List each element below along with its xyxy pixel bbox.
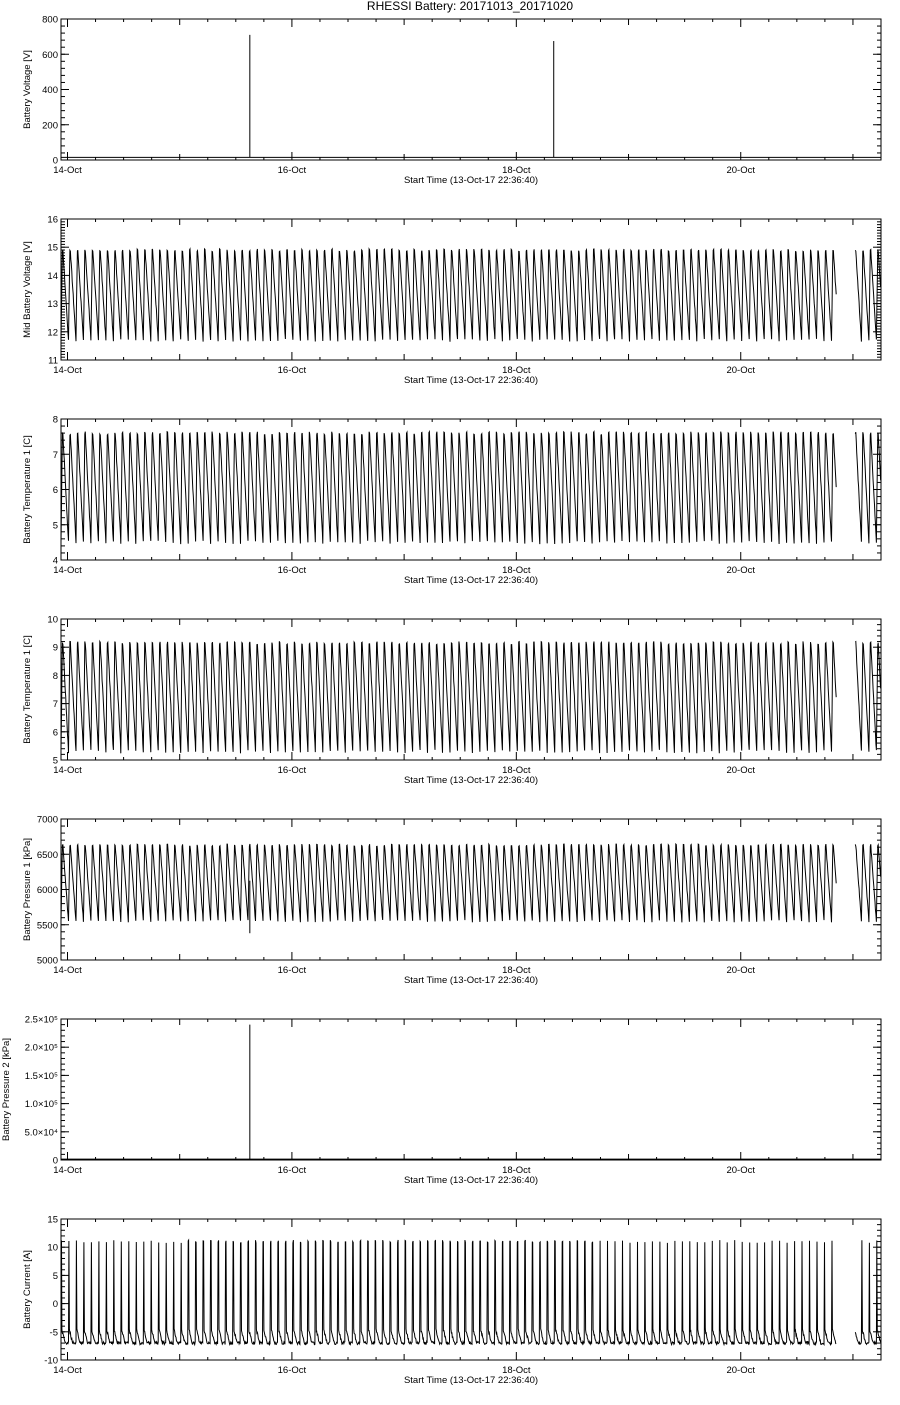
y-tick-label: 1.0×10⁵: [24, 1099, 58, 1111]
y-tick-label: 7000: [36, 814, 58, 826]
data-line: [61, 641, 881, 753]
y-tick-label: 10: [47, 614, 58, 626]
x-tick-label: 14-Oct: [53, 165, 82, 176]
x-tick-label: 20-Oct: [726, 765, 755, 776]
x-axis-title: Start Time (13-Oct-17 22:36:40): [403, 575, 539, 586]
x-tick-label: 14-Oct: [53, 565, 82, 576]
panel-3: [22, 415, 881, 587]
panel-4: [22, 615, 881, 787]
x-tick-label: 14-Oct: [53, 1365, 82, 1376]
panel-6: [1, 1015, 881, 1187]
y-tick-label: 400: [42, 85, 58, 96]
y-tick-label: 11: [48, 355, 58, 367]
y-tick-label: 2.0×10⁵: [24, 1042, 58, 1054]
y-tick-label: 6: [52, 485, 58, 496]
x-tick-label: 18-Oct: [502, 165, 531, 176]
x-tick-label: 20-Oct: [726, 365, 755, 376]
x-tick-label: 18-Oct: [502, 765, 531, 776]
y-tick-label: 7: [52, 699, 58, 711]
y-tick-label: 9: [52, 642, 58, 654]
y-tick-label: 1.5×10⁵: [24, 1070, 58, 1082]
y-tick-label: 600: [42, 49, 58, 61]
x-tick-label: 16-Oct: [277, 565, 307, 576]
x-tick-label: 20-Oct: [726, 1365, 755, 1376]
y-tick-label: 5.0×10⁴: [24, 1127, 58, 1139]
x-tick-label: 14-Oct: [53, 965, 82, 976]
panel-5: [22, 815, 881, 987]
y-axis-title: Battery Pressure 2 [kPa]: [1, 1038, 12, 1141]
x-tick-label: 20-Oct: [726, 1165, 755, 1176]
y-axis-title: Battery Temperature 1 [C]: [22, 435, 33, 544]
data-line: [61, 249, 881, 342]
plot-frame: [61, 219, 881, 360]
y-tick-label: 16: [47, 214, 58, 226]
x-axis-title: Start Time (13-Oct-17 22:36:40): [403, 775, 539, 786]
y-tick-label: 800: [42, 14, 58, 26]
x-axis-title: Start Time (13-Oct-17 22:36:40): [403, 175, 539, 186]
y-axis-title: Battery Pressure 1 [kPa]: [22, 838, 33, 941]
y-tick-label: 6000: [36, 885, 58, 896]
y-tick-label: 5000: [36, 955, 58, 967]
x-tick-label: 14-Oct: [53, 1165, 82, 1176]
x-axis-title: Start Time (13-Oct-17 22:36:40): [403, 1175, 539, 1186]
x-tick-label: 18-Oct: [502, 965, 531, 976]
y-tick-label: 6500: [36, 849, 58, 861]
panel-2: [22, 215, 881, 387]
x-axis-title: Start Time (13-Oct-17 22:36:40): [403, 1375, 539, 1386]
x-tick-label: 16-Oct: [277, 765, 307, 776]
y-axis-title: Battery Current [A]: [22, 1250, 33, 1329]
figure-title: RHESSI Battery: 20171013_20171020: [366, 0, 574, 13]
data-line: [61, 1240, 881, 1345]
x-axis-title: Start Time (13-Oct-17 22:36:40): [403, 375, 539, 386]
panel-7: [22, 1215, 881, 1387]
y-tick-label: 5500: [36, 920, 58, 932]
y-tick-label: 5: [52, 1270, 58, 1282]
y-tick-label: 15: [47, 1214, 58, 1226]
x-axis-title: Start Time (13-Oct-17 22:36:40): [403, 975, 539, 986]
x-tick-label: 18-Oct: [502, 565, 531, 576]
x-tick-label: 14-Oct: [53, 765, 82, 776]
y-tick-label: 10: [47, 1242, 58, 1254]
y-tick-label: 13: [47, 299, 58, 311]
y-tick-label: 7: [52, 449, 58, 461]
y-tick-label: 0: [52, 155, 58, 167]
y-tick-label: 5: [52, 520, 58, 532]
y-tick-label: 0: [52, 1155, 58, 1167]
y-tick-label: -5: [49, 1327, 58, 1339]
x-tick-label: 20-Oct: [726, 565, 755, 576]
y-tick-label: 8: [52, 414, 58, 426]
x-tick-label: 16-Oct: [277, 365, 307, 376]
x-tick-label: 20-Oct: [726, 165, 755, 176]
y-tick-label: 15: [47, 242, 58, 254]
y-axis-title: Battery Voltage [V]: [22, 50, 33, 129]
y-tick-label: -10: [44, 1355, 58, 1367]
y-axis-title: Mid Battery Voltage [V]: [22, 241, 33, 338]
panel-1: [22, 15, 881, 187]
x-tick-label: 18-Oct: [502, 1365, 531, 1376]
x-tick-label: 16-Oct: [277, 165, 307, 176]
x-tick-label: 20-Oct: [726, 965, 755, 976]
plot-frame: [61, 819, 881, 960]
y-tick-label: 8: [52, 670, 58, 682]
x-tick-label: 16-Oct: [277, 1165, 307, 1176]
x-tick-label: 18-Oct: [502, 1165, 531, 1176]
x-tick-label: 14-Oct: [53, 365, 82, 376]
data-line: [61, 844, 881, 922]
x-tick-label: 16-Oct: [277, 965, 307, 976]
plot-frame: [61, 1019, 881, 1160]
data-line: [61, 432, 881, 544]
plot-frame: [61, 619, 881, 760]
y-tick-label: 200: [42, 120, 58, 132]
y-axis-title: Battery Temperature 1 [C]: [22, 635, 33, 744]
y-tick-label: 0: [52, 1299, 58, 1311]
x-tick-label: 16-Oct: [277, 1365, 307, 1376]
y-tick-label: 6: [52, 727, 58, 739]
y-tick-label: 4: [52, 555, 58, 567]
plot-frame: [61, 19, 881, 160]
y-tick-label: 2.5×10⁵: [24, 1014, 58, 1026]
y-tick-label: 5: [52, 755, 58, 767]
x-tick-label: 18-Oct: [502, 365, 531, 376]
y-tick-label: 14: [47, 270, 58, 282]
y-tick-label: 12: [47, 327, 58, 339]
